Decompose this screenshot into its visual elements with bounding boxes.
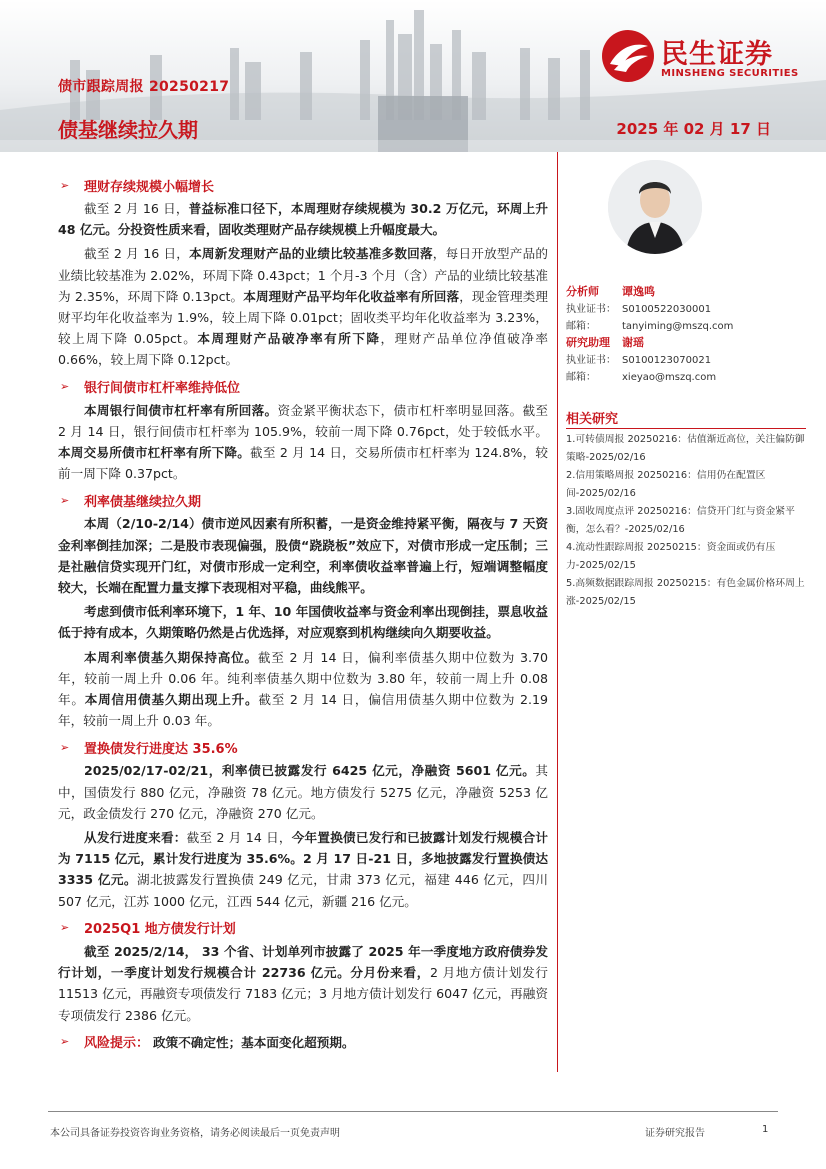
body-text: 截至 2 月 14 日，交易所债市杠杆率为 124.8%，较前一周下降 0.37pct。	[58, 445, 549, 482]
bold-text: 2025/02/17-02/21，利率债已披露发行 6425 亿元，净融资 5601 亿元。	[84, 763, 536, 779]
analyst-1-email-row	[566, 317, 806, 334]
section-heading	[58, 487, 548, 513]
bold-text: 今年置换债已发行和已披露计划发行规模合计为 7115 亿元，累计发行进度为 35.6%。2 月 17 日-21 日，多地披露发行置换债达 3335 亿元。	[58, 830, 548, 888]
risk-label: 风险提示：	[84, 1036, 150, 1052]
body-paragraph	[58, 400, 548, 485]
related-item[interactable]: 2.信用策略周报 20250216：信用仍在配置区间-2025/02/16	[566, 470, 766, 499]
brand-name-en: MINSHENG SECURITIES	[661, 68, 799, 79]
body-paragraph	[58, 513, 548, 598]
body-text: 湖北披露发行置换债 249 亿元，甘肃 373 亿元，福建 446 亿元，四川 507 亿元，江苏 1000 亿元，江西 544 亿元，新疆 216 亿元。	[58, 872, 548, 909]
analyst-1-email-label: 邮箱：	[566, 321, 596, 332]
risk-text: 政策不确定性；基本面变化超预期。	[153, 1035, 355, 1051]
analyst-1-role-row	[566, 283, 806, 300]
analyst-2-email-row	[566, 368, 806, 385]
risk-warning	[58, 1029, 548, 1055]
report-title: 债基继续拉久期	[58, 118, 198, 142]
analyst-1-cert: S0100522030001	[622, 304, 712, 315]
bold-text: 本周银行间债市杠杆率有所回落。	[84, 402, 278, 418]
body-text: 截至 2 月 16 日，	[84, 201, 189, 216]
analyst-2-cert: S0100123070021	[622, 355, 712, 366]
section-title: 利率债基继续拉久期	[84, 494, 202, 510]
section-heading	[58, 915, 548, 941]
body-text: ，理财产品单位净值破净率 0.66%，较上周下降 0.12pct。	[58, 331, 549, 368]
bold-text: 截至 2025/2/14， 33 个省、计划单列市披露了 2025 年一季度地方政府债券发行计划，一季度计划发行规模合计 22736 亿元。分月份来看，	[58, 943, 548, 981]
body-paragraph	[58, 941, 548, 1026]
report-date: 2025 年 02 月 17 日	[616, 120, 771, 138]
footer-disclaimer: 本公司具备证券投资咨询业务资格，请务必阅读最后一页免责声明	[50, 1128, 340, 1139]
analyst-2-email-label: 邮箱：	[566, 372, 596, 383]
bold-text: 从发行进度来看：	[84, 830, 187, 846]
bold-text: 本周新发理财产品的业绩比较基准多数回落	[189, 246, 433, 262]
body-paragraph	[58, 601, 548, 643]
bold-text: 本周信用债基久期出现上升。	[84, 692, 259, 708]
related-research-rule	[566, 428, 806, 429]
body-text: ，现金管理类理财平均年化收益率为 1.9%，较上周下降 0.01pct；固收类平均年化收益率为 3.23%，较上周下降 0.05pct。	[58, 288, 549, 347]
analyst-1-name: 谭逸鸣	[622, 285, 655, 298]
body-text: 资金紧平衡状态下，债市杠杆率明显回落。截至 2 月 14 日，银行间债市杠杆率为 105.9%，较前一周下降 0.76pct，处于较低水平。	[58, 402, 549, 439]
brand-logo	[600, 28, 805, 84]
body-text: 截至 2 月 14 日，	[186, 830, 292, 846]
analyst-1-email[interactable]: tanyiming@mszq.com	[622, 321, 734, 332]
section-title: 置换债发行进度达 35.6%	[84, 741, 238, 757]
section-heading	[58, 374, 548, 400]
footer-doc-type: 证券研究报告	[645, 1128, 705, 1139]
bullet-arrow-icon: ➢	[60, 380, 70, 394]
section-title: 银行间债市杠杆率维持低位	[84, 381, 241, 397]
header-banner	[0, 0, 826, 152]
analyst-2-cert-label: 执业证书：	[566, 355, 616, 366]
related-item[interactable]: 4.流动性跟踪周报 20250215：资金面或仍有压力-2025/02/15	[566, 542, 776, 571]
body-paragraph	[58, 827, 548, 912]
section-heading	[58, 734, 548, 760]
bold-text: 考虑到债市低利率环境下，1 年、10 年国债收益率与资金利率出现倒挂，票息收益低于持有成本，久期策略仍然是占优选择，对应观察到机构继续向久期要收益。	[58, 604, 548, 641]
bold-text: 本周理财产品破净率有所下降	[197, 331, 381, 347]
body-paragraph	[58, 760, 548, 824]
related-research-list	[566, 431, 806, 611]
body-text: 截至 2 月 14 日，偏利率债基久期中位数为 3.70 年，较前一周上升 0.06 年。纯利率债基久期中位数为 3.80 年，较前一周上升 0.08 年。	[58, 649, 548, 708]
analyst-2-role-row	[566, 334, 806, 351]
page-number: 1	[762, 1124, 769, 1135]
column-divider	[557, 152, 558, 1072]
bold-text: 普益标准口径下，本周理财存续规模为 30.2 万亿元，环周上升 48 亿元。分投资性质来看，固收类理财产品存续规模上升幅度最大。	[58, 201, 548, 238]
analyst-info	[566, 283, 806, 385]
body-paragraph	[58, 198, 548, 240]
bullet-arrow-icon: ➢	[60, 178, 70, 192]
related-item[interactable]: 3.固收周度点评 20250216：信贷开门红与资金紧平衡，怎么看？-2025/02/16	[566, 506, 795, 535]
report-series: 债市跟踪周报 20250217	[58, 79, 230, 95]
analyst-2-cert-row	[566, 351, 806, 368]
section-title: 理财存续规模小幅增长	[84, 179, 215, 195]
body-text: 截至 2 月 16 日，	[84, 246, 190, 262]
body-text: 其中，国债发行 880 亿元，净融资 78 亿元。地方债发行 5275 亿元，净融资 5253 亿元，政金债发行 270 亿元，净融资 270 亿元。	[58, 763, 548, 821]
body-text: ，每日开放型产品的业绩比较基准为 2.02%，环周下降 0.43pct；1 个月-3 个月（含）产品的业绩比较基准为 2.35%，环周下降 0.13pct。	[58, 246, 548, 304]
section-heading	[58, 172, 548, 198]
analyst-1-cert-label: 执业证书：	[566, 304, 616, 315]
brand-emblem-icon	[600, 28, 656, 84]
bullet-arrow-icon: ➢	[60, 921, 70, 935]
analyst-1-cert-row	[566, 300, 806, 317]
report-body	[58, 172, 548, 1055]
body-text: 截至 2 月 14 日，偏信用债基久期中位数为 2.19 年，较前一周上升 0.03 年。	[58, 692, 549, 729]
body-paragraph	[58, 243, 548, 370]
analyst-2-email[interactable]: xieyao@mszq.com	[622, 372, 717, 383]
bold-text: 本周利率债基久期保持高位。	[84, 649, 258, 665]
bold-text: 本周交易所债市杠杆率有所下降。	[58, 445, 251, 461]
footer-rule	[48, 1111, 778, 1112]
related-item[interactable]: 1.可转债周报 20250216：估值渐近高位，关注偏防御策略-2025/02/16	[566, 434, 805, 463]
analyst-2-name: 谢瑶	[622, 336, 644, 349]
person-portrait-icon	[608, 160, 702, 254]
analyst-photo	[608, 160, 702, 254]
related-research-title: 相关研究	[566, 412, 619, 427]
bullet-arrow-icon: ➢	[60, 740, 70, 754]
related-item[interactable]: 5.高频数据跟踪周报 20250215：有色金属价格环周上涨-2025/02/15	[566, 578, 805, 607]
analyst-2-role: 研究助理	[566, 336, 610, 349]
section-title: 2025Q1 地方债发行计划	[84, 922, 236, 938]
body-text: 2 月地方债计划发行 11513 亿元，再融资专项债发行 7183 亿元；3 月地方债计划发行 6047 亿元，再融资专项债发行 2386 亿元。	[58, 965, 548, 1023]
analyst-1-role: 分析师	[566, 285, 599, 298]
bullet-arrow-icon: ➢	[60, 493, 70, 507]
bold-text: 本周理财产品平均年化收益率有所回落	[243, 288, 460, 304]
body-paragraph	[58, 647, 548, 732]
bold-text: 本周（2/10-2/14）债市逆风因素有所积蓄，一是资金维持紧平衡，隔夜与 7 天资金利率倒挂加深；二是股市表现偏强，股债“跷跷板”效应下，对债市形成一定压制；三是社融信贷实现开门红，对债市形成一定利空，利率债收益率普遍上行，短端调整幅度较大，长端在配置力量支撑下表现相对平稳，曲线熊平。	[58, 516, 548, 596]
brand-name-cn: 民生证券	[661, 39, 773, 70]
bullet-arrow-icon: ➢	[60, 1035, 70, 1049]
